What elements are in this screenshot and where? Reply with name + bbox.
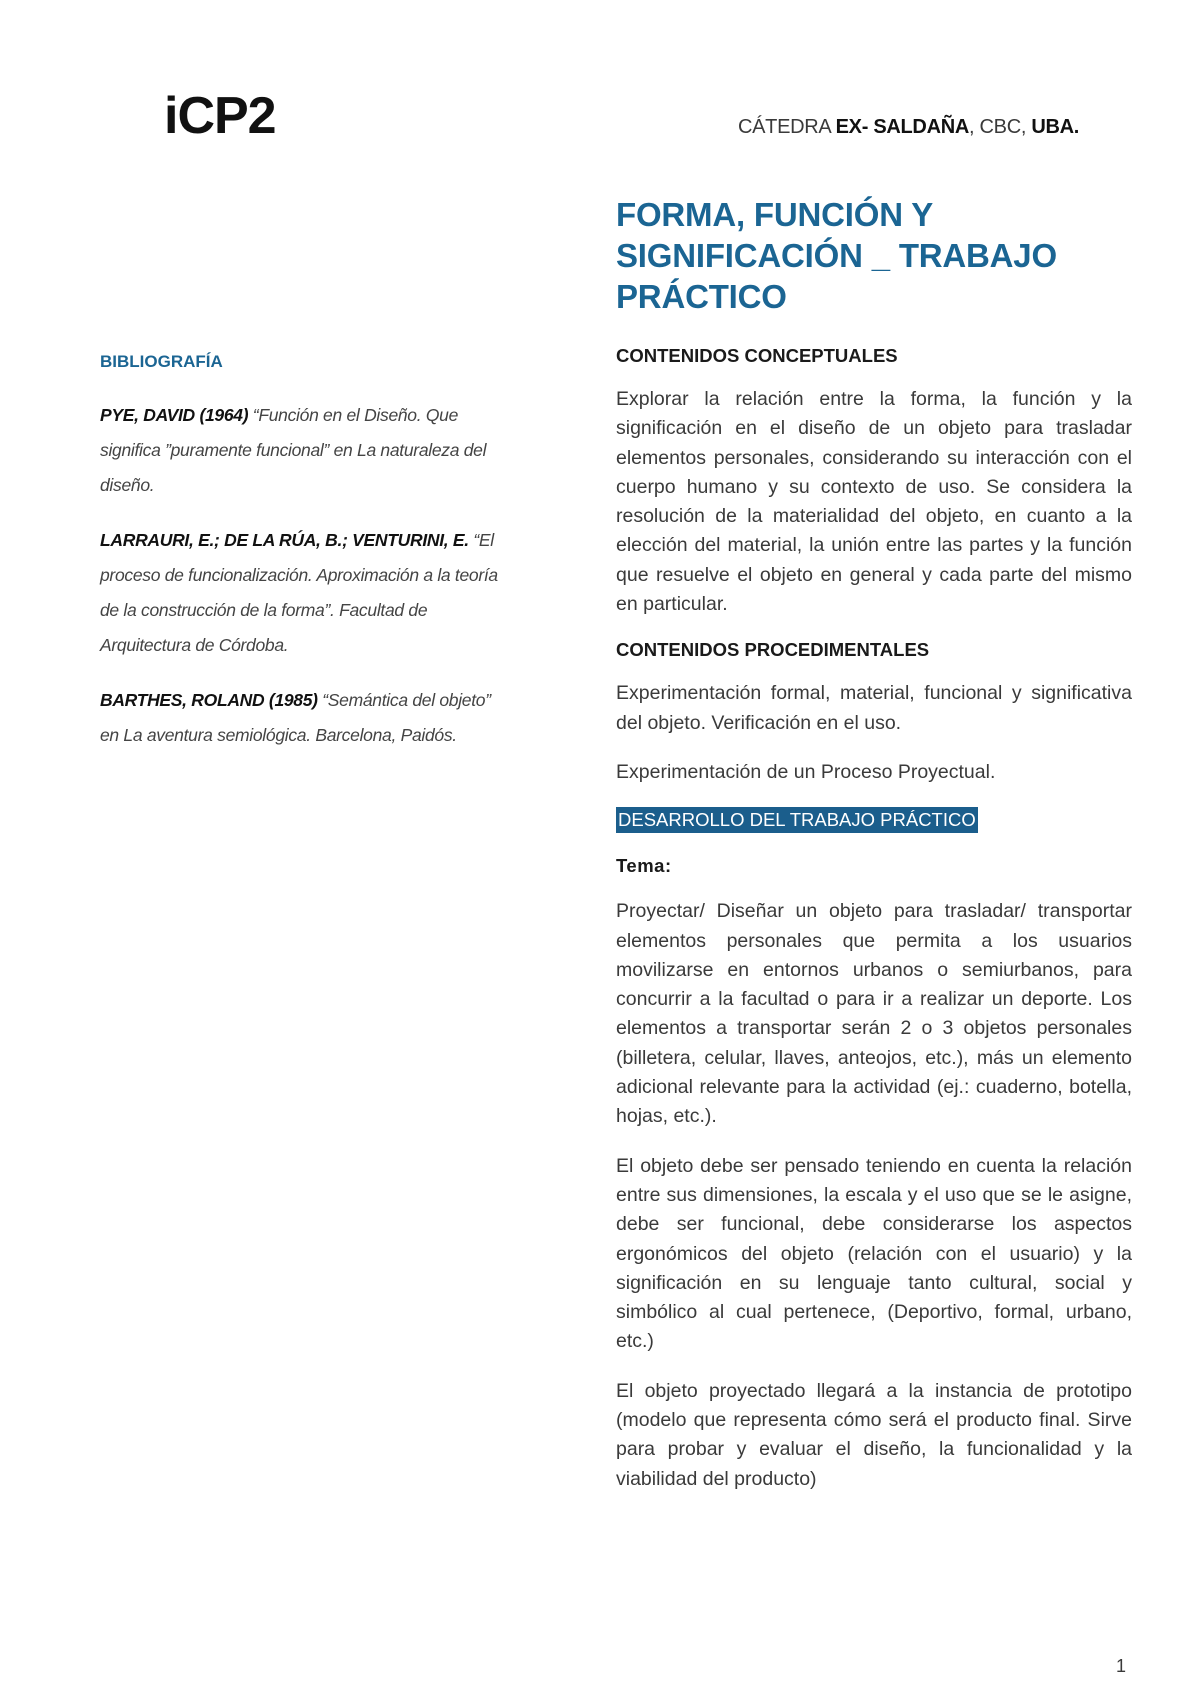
procedimentales-paragraph-1: Experimentación formal, material, funcional y significativa del objeto. Verificación en el uso.	[616, 682, 1132, 734]
bib-text: “El proceso de funcionalización. Aproximación a la teoría de la construcción de la forma”. Facultad de Arquitectura de Córdoba.	[100, 530, 498, 655]
procedimentales-heading: CONTENIDOS PROCEDIMENTALES	[616, 639, 930, 661]
tema-paragraph-1: Proyectar/ Diseñar un objeto para trasladar/ transportar elementos personales que permita a los usuarios movilizarse en entornos urbanos o semiurbanos, para concurrir a la facultad o para ir a realizar un deporte. Los elementos a transportar serán 2 o 3 objetos personales (billetera, celular, llaves, anteojos, etc.), más un elemento adicional relevante para la actividad (ej.: cuaderno, botella, hojas, etc.).	[616, 900, 1132, 1128]
main-column	[616, 194, 1132, 1514]
catedra-bold-2: UBA.	[1031, 116, 1080, 138]
bib-author: LARRAURI, E.; DE LA RÚA, B.; VENTURINI, E.	[100, 530, 469, 550]
page-number: 1	[1116, 1656, 1127, 1676]
conceptuales-heading: CONTENIDOS CONCEPTUALES	[616, 345, 898, 366]
bib-text: “Función en el Diseño. Que significa ”puramente funcional” en La naturaleza del diseño.	[100, 405, 487, 495]
bibliography-entry	[100, 683, 510, 753]
tema-heading: Tema:	[616, 855, 672, 877]
catedra-header	[738, 114, 1079, 140]
bib-text: “Semántica del objeto” en La aventura semiológica. Barcelona, Paidós.	[100, 690, 491, 745]
bibliography-title: BIBLIOGRAFÍA	[100, 352, 223, 371]
catedra-bold-1: EX- SALDAÑA	[835, 116, 969, 138]
bibliography-entry	[100, 523, 510, 663]
catedra-pre: CÁTEDRA	[738, 116, 836, 138]
logo: iCP2	[164, 87, 276, 145]
tema-paragraph-3: El objeto proyectado llegará a la instancia de prototipo (modelo que representa cómo será el producto final. Sirve para probar y evaluar el diseño, la funcionalidad y la viabilidad del producto)	[616, 1379, 1132, 1490]
conceptuales-paragraph: Explorar la relación entre la forma, la función y la significación en el diseño de un objeto para trasladar elementos personales, considerando su interacción con el cuerpo humano y su contexto de uso. Se considera la resolución de la materialidad del objeto, en cuanto a la elección del material, la unión entre las partes y la función que resuelve el objeto en general y cada parte del mismo en particular.	[616, 388, 1132, 616]
catedra-mid: , CBC,	[969, 116, 1032, 138]
bib-author: BARTHES, ROLAND (1985)	[100, 690, 318, 710]
page-title: FORMA, FUNCIÓN Y SIGNIFICACIÓN _ TRABAJO PRÁCTICO	[616, 196, 1057, 315]
bibliography-entry	[100, 398, 510, 503]
tema-paragraph-2: El objeto debe ser pensado teniendo en cuenta la relación entre sus dimensiones, la escala y el uso que se le asigne, debe ser funcional, debe considerarse los aspectos ergonómicos del objeto (relación con el usuario) y la significación en su lenguaje tanto cultural, social y simbólico al cual pertenece, (Deportivo, formal, urbano, etc.)	[616, 1154, 1132, 1353]
bibliography-column	[100, 352, 510, 773]
desarrollo-heading: DESARROLLO DEL TRABAJO PRÁCTICO	[616, 807, 978, 833]
procedimentales-paragraph-2: Experimentación de un Proceso Proyectual.	[616, 760, 996, 783]
bib-author: PYE, DAVID (1964)	[100, 405, 249, 425]
